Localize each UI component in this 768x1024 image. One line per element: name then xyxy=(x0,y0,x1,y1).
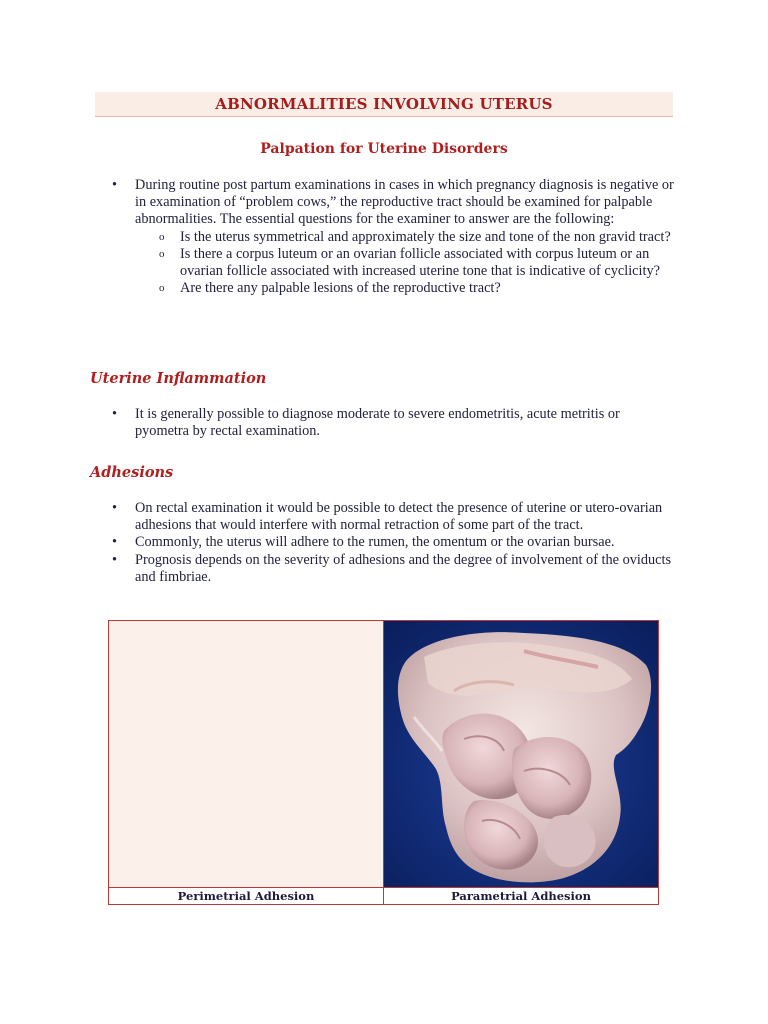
examiner-questions-list xyxy=(135,229,676,298)
list-item xyxy=(110,177,676,297)
bullet-text: On rectal examination it would be possible to detect the presence of uterine or utero-ovarian adhesions that would interfere with normal retraction of some part of the tract. xyxy=(135,500,663,534)
caption-parametrial-adhesion: Parametrial Adhesion xyxy=(451,889,591,903)
bullet-text: During routine post partum examinations in cases in which pregnancy diagnosis is negative or in examination of “problem cows,” the reproductive tract should be examined for palpable abnormalities. The essential questions for the examiner to answer are the following: xyxy=(135,177,674,228)
bullet-icon: • xyxy=(112,406,118,422)
sub-item-text: Is the uterus symmetrical and approximately the size and tone of the non gravid tract? xyxy=(180,228,671,245)
list-item xyxy=(110,500,676,534)
inflammation-list xyxy=(110,406,676,440)
bullet-icon: • xyxy=(112,177,118,193)
figure-table xyxy=(108,620,659,905)
circle-bullet-icon: o xyxy=(159,230,165,243)
list-item xyxy=(135,280,676,297)
palpation-list xyxy=(110,177,676,297)
bullet-text: It is generally possible to diagnose moderate to severe endometritis, acute metritis or pyometra by rectal examination. xyxy=(135,406,620,440)
sub-item-text: Is there a corpus luteum or an ovarian follicle associated with corpus luteum or an ovarian follicle associated with increased uterine tone that is indicative of cyclicity? xyxy=(180,245,660,280)
section-heading-uterine-inflammation: Uterine Inflammation xyxy=(90,370,267,387)
caption-perimetrial-adhesion: Perimetrial Adhesion xyxy=(109,888,384,904)
bullet-icon: • xyxy=(112,500,118,516)
parametrial-adhesion-photo xyxy=(384,621,658,887)
title-bar xyxy=(95,92,673,117)
list-item xyxy=(110,552,676,586)
perimetrial-adhesion-image-placeholder xyxy=(109,621,384,887)
bullet-text: Commonly, the uterus will adhere to the rumen, the omentum or the ovarian bursae. xyxy=(135,534,615,551)
figure-caption-row xyxy=(109,887,658,904)
circle-bullet-icon: o xyxy=(159,247,165,260)
section-heading-adhesions: Adhesions xyxy=(90,464,174,481)
section-heading-palpation: Palpation for Uterine Disorders xyxy=(260,141,508,157)
bullet-text: Prognosis depends on the severity of adhesions and the degree of involvement of the oviducts and fimbriae. xyxy=(135,551,672,585)
page-title: ABNORMALITIES INVOLVING UTERUS xyxy=(215,95,553,113)
bullet-icon: • xyxy=(112,534,118,551)
list-item xyxy=(110,534,676,551)
specimen-photo-illustration xyxy=(384,621,658,887)
circle-bullet-icon: o xyxy=(159,282,165,295)
sub-item-text: Are there any palpable lesions of the reproductive tract? xyxy=(180,280,501,297)
list-item xyxy=(110,406,676,440)
list-item xyxy=(135,246,676,280)
bullet-icon: • xyxy=(112,551,118,568)
list-item xyxy=(135,229,676,246)
adhesions-list xyxy=(110,500,676,586)
